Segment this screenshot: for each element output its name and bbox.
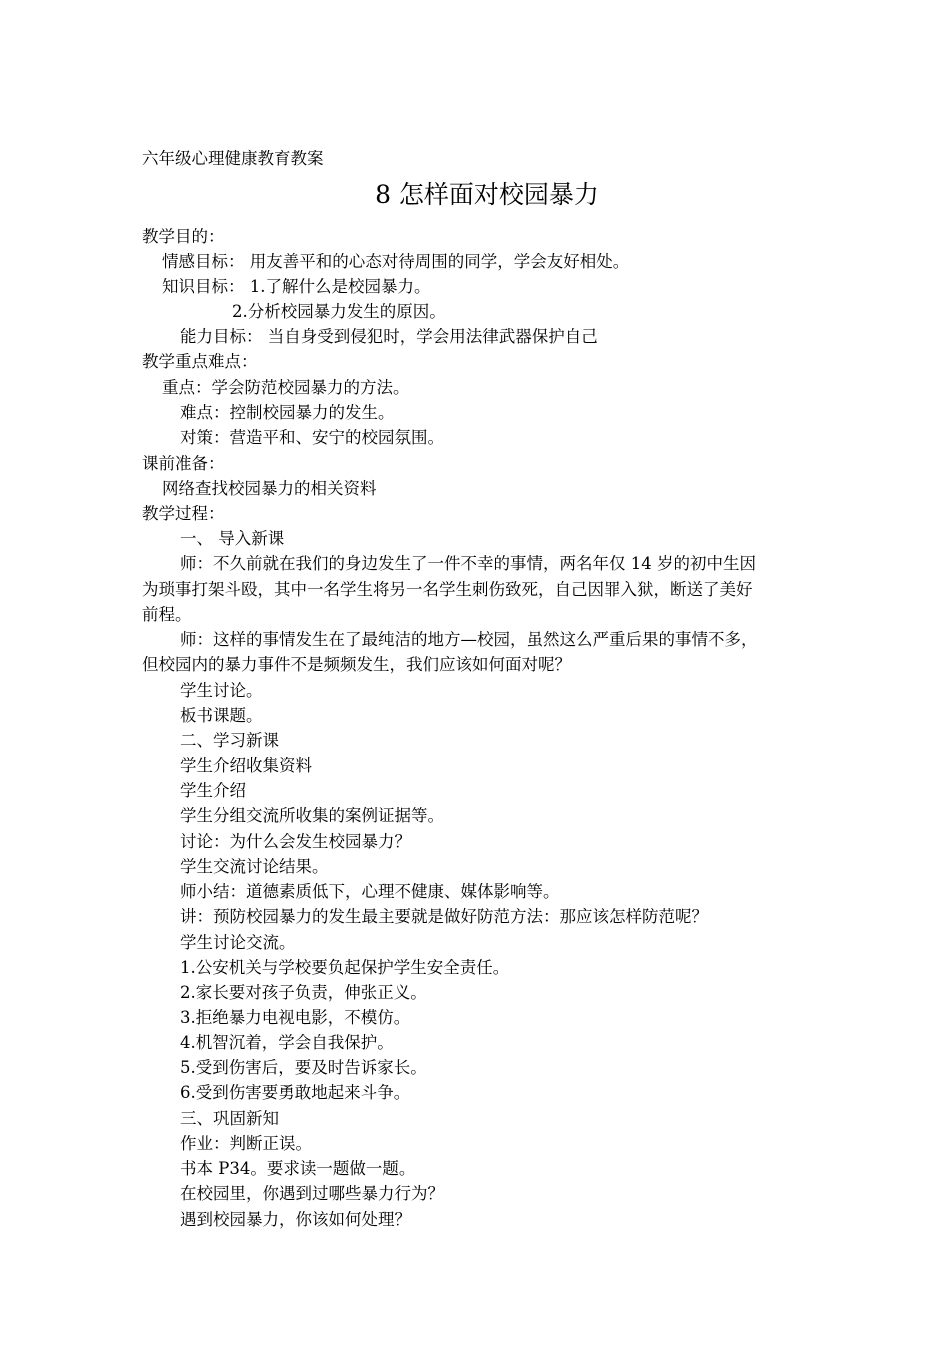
list-item: 5.受到伤害后，要及时告诉家长。 xyxy=(180,1058,427,1077)
section-heading: 一、 导入新课 xyxy=(180,529,285,548)
process-line: 学生讨论交流。 xyxy=(180,933,296,952)
process-line: 学生交流讨论结果。 xyxy=(180,857,329,876)
process-line: 学生讨论。 xyxy=(180,681,263,700)
paragraph-line: 但校园内的暴力事件不是频频发生，我们应该如何面对呢？ xyxy=(142,655,571,674)
paragraph-line: 师：不久前就在我们的身边发生了一件不幸的事情，两名年仅 14 岁的初中生因 xyxy=(180,554,756,573)
objectives-heading: 教学目的： xyxy=(142,227,225,246)
list-item: 6.受到伤害要勇敢地起来斗争。 xyxy=(180,1083,411,1102)
prep-heading: 课前准备： xyxy=(142,454,225,473)
list-item: 2.家长要对孩子负责，伸张正义。 xyxy=(180,983,427,1002)
process-line: 遇到校园暴力，你该如何处理？ xyxy=(180,1210,411,1229)
process-line: 师小结：道德素质低下，心理不健康、媒体影响等。 xyxy=(180,882,560,901)
knowledge-objective-1: 知识目标： 1.了解什么是校园暴力。 xyxy=(162,277,431,296)
lesson-title: 8 怎样面对校园暴力 xyxy=(375,180,599,209)
paragraph-line: 师：这样的事情发生在了最纯洁的地方—校园，虽然这么严重后果的事情不多， xyxy=(180,630,758,649)
focus-heading: 教学重点难点： xyxy=(142,352,258,371)
list-item: 1.公安机关与学校要负起保护学生安全责任。 xyxy=(180,958,510,977)
ability-objective: 能力目标： 当自身受到侵犯时，学会用法律武器保护自己 xyxy=(180,327,598,346)
section-heading: 三、巩固新知 xyxy=(180,1109,279,1128)
process-line: 讨论：为什么会发生校园暴力？ xyxy=(180,832,411,851)
process-line: 在校园里，你遇到过哪些暴力行为？ xyxy=(180,1184,444,1203)
focus-key: 重点：学会防范校园暴力的方法。 xyxy=(162,378,410,397)
process-line: 作业：判断正误。 xyxy=(180,1134,312,1153)
process-line: 书本 P34。要求读一题做一题。 xyxy=(180,1159,416,1178)
section-heading: 二、学习新课 xyxy=(180,731,279,750)
paragraph-line: 前程。 xyxy=(142,605,192,624)
knowledge-objective-2: 2.分析校园暴力发生的原因。 xyxy=(232,302,446,321)
process-line: 学生分组交流所收集的案例证据等。 xyxy=(180,806,444,825)
list-item: 3.拒绝暴力电视电影，不模仿。 xyxy=(180,1008,411,1027)
process-line: 板书课题。 xyxy=(180,706,263,725)
process-line: 讲：预防校园暴力的发生最主要就是做好防范方法：那应该怎样防范呢？ xyxy=(180,907,708,926)
document-header: 六年级心理健康教育教案 xyxy=(142,149,324,168)
process-heading: 教学过程： xyxy=(142,504,225,523)
emotion-objective: 情感目标： 用友善平和的心态对待周围的同学，学会友好相处。 xyxy=(162,252,630,271)
paragraph-line: 为琐事打架斗殴，其中一名学生将另一名学生刺伤致死，自己因罪入狱，断送了美好 xyxy=(142,580,753,599)
focus-difficulty: 难点：控制校园暴力的发生。 xyxy=(180,403,395,422)
process-line: 学生介绍收集资料 xyxy=(180,756,312,775)
prep-item: 网络查找校园暴力的相关资料 xyxy=(162,479,377,498)
process-line: 学生介绍 xyxy=(180,781,246,800)
list-item: 4.机智沉着，学会自我保护。 xyxy=(180,1033,394,1052)
focus-strategy: 对策：营造平和、安宁的校园氛围。 xyxy=(180,428,444,447)
